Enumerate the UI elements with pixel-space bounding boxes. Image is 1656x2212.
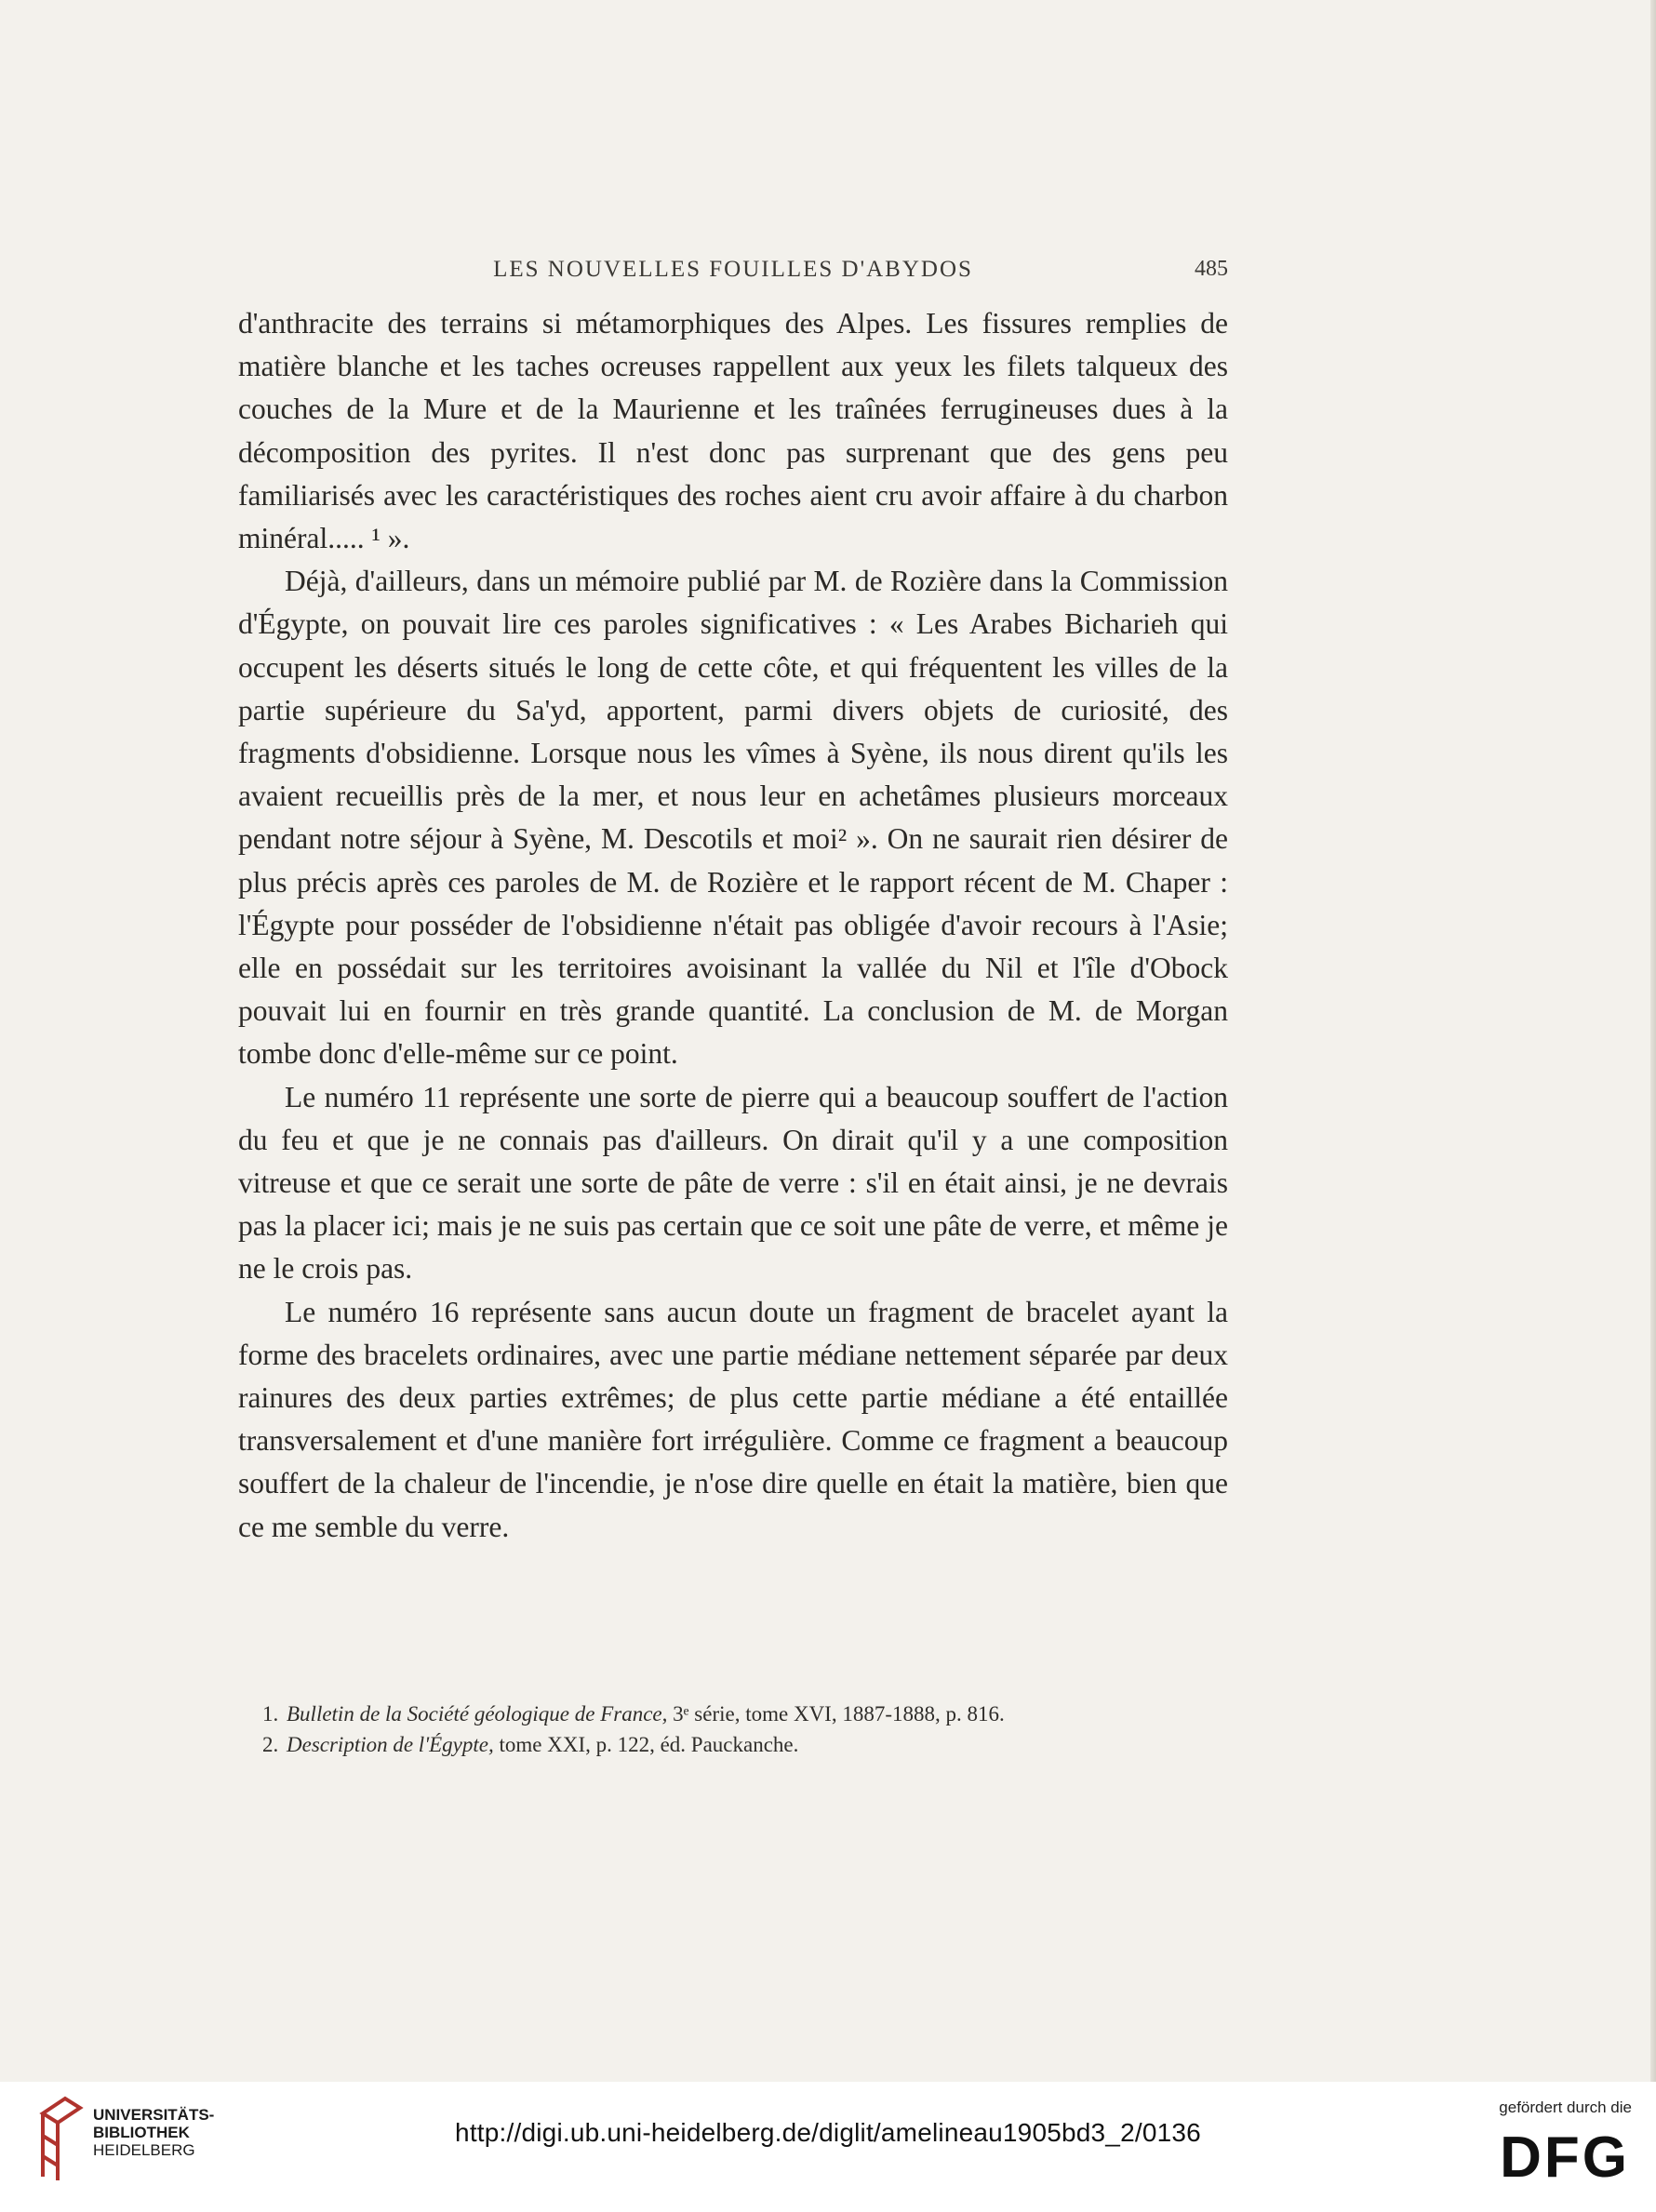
footnote-details: tome XXI, p. 122, éd. Pauckanche. (493, 1733, 799, 1756)
footnotes (238, 1699, 1228, 1760)
scan-edge-shadow (1650, 0, 1656, 2082)
dfg-logo: DFG (1500, 2125, 1630, 2190)
page-header (238, 253, 1228, 290)
paragraph-3: Le numéro 11 représente une sorte de pierre qui a beaucoup souffert de l'action du feu et que je ne connais pas d'ailleurs. On dirait qu'il y a une composition vitreuse et que ce serait une sorte de pâte de verre : s'il en était ainsi, je ne devrais pas la placer ici; mais je ne suis pas certain que ce soit une pâte de verre, et même je ne le crois pas. (238, 1080, 1228, 1286)
library-line-2: BIBLIOTHEK (93, 2124, 190, 2141)
paragraph-4: Le numéro 16 représente sans aucun doute un fragment de bracelet ayant la forme des bracelets ordinaires, avec une partie médiane nettement séparée par deux rainures des deux parties extrêmes; de plus cette partie médiane a été entaillée transversalement et d'une manière fort irrégulière. Comme ce fragment a beaucoup souffert de la chaleur de l'incendie, je n'ose dire quelle en était la matière, bien que ce me semble du verre. (238, 1295, 1228, 1543)
library-line-1: UNIVERSITÄTS- (93, 2106, 215, 2124)
running-title: LES NOUVELLES FOUILLES D'ABYDOS (493, 257, 973, 282)
footnote-1 (238, 1699, 1228, 1729)
paragraph-1: d'anthracite des terrains si métamorphiques des Alpes. Les fissures remplies de matière blanche et les taches ocreuses rappellent aux yeux les filets talqueux des couches de la Mure et de la Maurienne et les traînées ferrugineuses dues à la décomposition des pyrites. Il n'est donc pas surprenant que des gens peu familiarisés avec les caractéristiques des roches aient cru avoir affaire à du charbon minéral..... ¹ ». (238, 307, 1228, 555)
library-line-3: HEIDELBERG (93, 2141, 195, 2159)
footnote-title: Bulletin de la Société géologique de France, (287, 1702, 668, 1726)
footnote-2 (238, 1729, 1228, 1760)
body-text (238, 302, 1228, 1549)
sponsor-label: gefördert durch die (1499, 2099, 1632, 2116)
footnote-title: Description de l'Égypte, (287, 1733, 494, 1756)
permalink-url[interactable]: http://digi.ub.uni-heidelberg.de/diglit/amelineau1905bd3_2/0136 (455, 2118, 1201, 2147)
footnote-details: 3ᵉ série, tome XVI, 1887-1888, p. 816. (667, 1702, 1005, 1726)
page-number: 485 (1195, 257, 1228, 281)
footnote-number: 1. (262, 1702, 279, 1726)
paragraph-2: Déjà, d'ailleurs, dans un mémoire publié par M. de Rozière dans la Commission d'Égypte, on pouvait lire ces paroles significatives : « Les Arabes Bicharieh qui occupent les déserts situés le long de cette côte, et qui fréquentent les villes de la partie supérieure du Sa'yd, apportent, parmi divers objets de curiosité, des fragments d'obsidienne. Lorsque nous les vîmes à Syène, ils nous dirent qu'ils les avaient recueillis près de la mer, et nous leur en achetâmes plusieurs morceaux pendant notre séjour à Syène, M. Descotils et moi² ». On ne saurait rien désirer de plus précis après ces paroles de M. de Rozière et le rapport récent de M. Chaper : l'Égypte pour posséder de l'obsidienne n'était pas obligée d'avoir recours à l'Asie; elle en possédait sur les territoires avoisinant la vallée du Nil et l'île d'Obock pouvait lui en fournir en très grande quantité. La conclusion de M. de Morgan tombe donc d'elle-même sur ce point. (238, 565, 1228, 1071)
footnote-number: 2. (262, 1733, 279, 1756)
